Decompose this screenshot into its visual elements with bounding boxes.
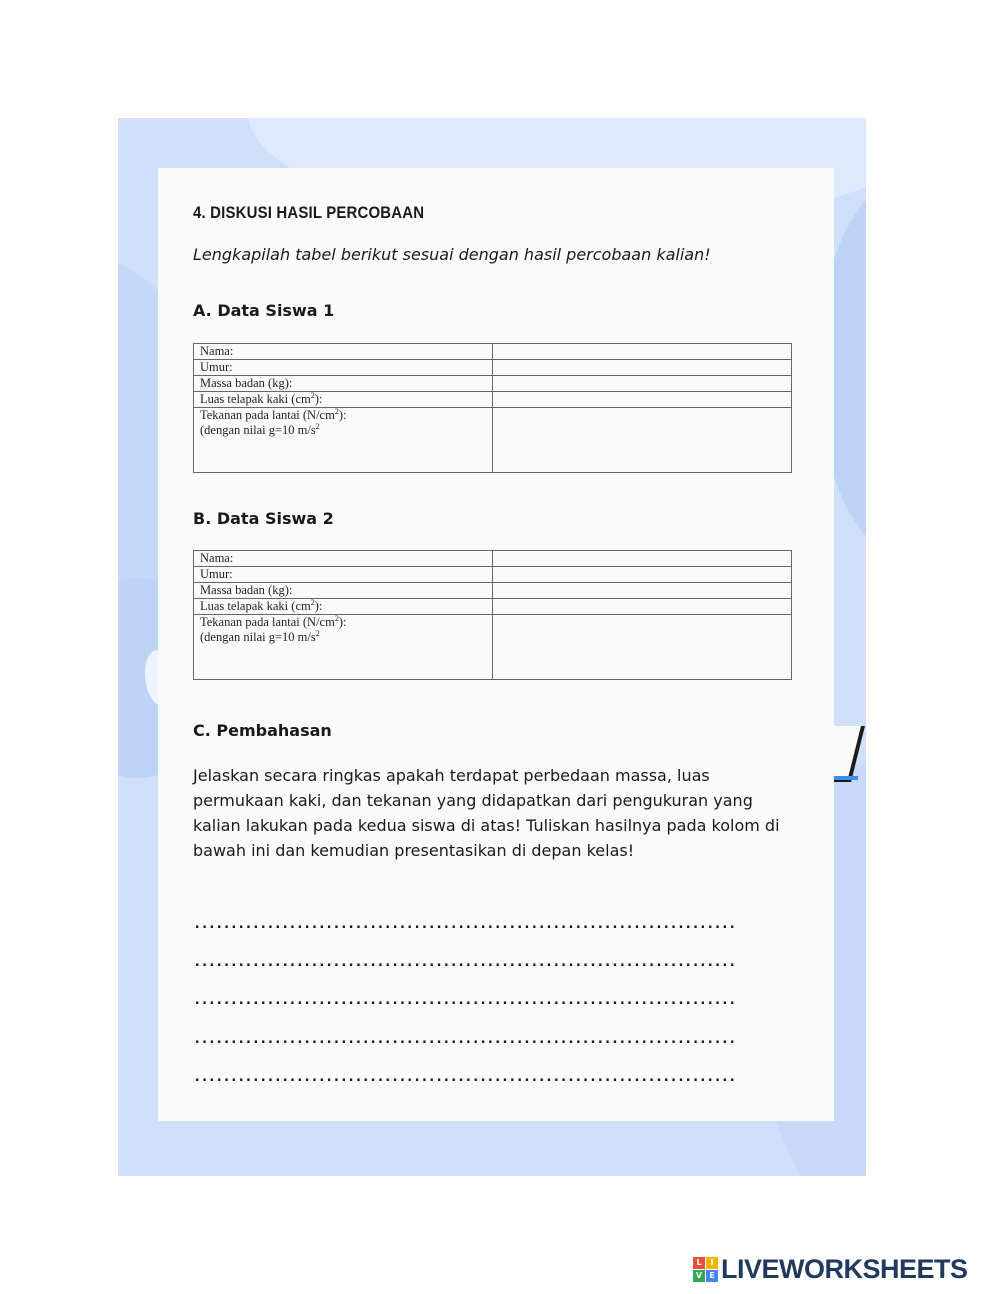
label-tekanan: Tekanan pada lantai $(N/cm^2)$: (dengan nilai g=10 $m/s^2$ <box>194 408 493 473</box>
student1-massa-input[interactable] <box>493 376 792 392</box>
logo-text: LIVEWORKSHEETS <box>721 1253 968 1284</box>
student2-nama-input[interactable] <box>493 551 792 567</box>
answer-line-3[interactable]: .......................................................................... <box>193 992 736 1008</box>
logo-icon <box>693 1257 718 1282</box>
decorative-book-edge <box>832 776 858 780</box>
student1-umur-input[interactable] <box>493 360 792 376</box>
table-row <box>194 615 792 680</box>
student1-table <box>193 343 792 473</box>
answer-line-2[interactable]: .......................................................................... <box>193 954 736 970</box>
section-a-title: A. Data Siswa 1 <box>193 301 335 320</box>
table-row <box>194 408 792 473</box>
table-row <box>194 376 792 392</box>
label-massa: Massa badan (kg): <box>194 376 493 392</box>
logo-letter-e: E <box>706 1270 718 1282</box>
section-b-title: B. Data Siswa 2 <box>193 509 334 528</box>
table-row <box>194 567 792 583</box>
table-row <box>194 344 792 360</box>
answer-line-4[interactable]: .......................................................................... <box>193 1031 736 1047</box>
student2-umur-input[interactable] <box>493 567 792 583</box>
logo-letter-i: I <box>706 1257 718 1269</box>
student2-luas-input[interactable] <box>493 599 792 615</box>
instruction-text: Lengkapilah tabel berikut sesuai dengan hasil percobaan kalian! <box>193 245 711 264</box>
label-tekanan: Tekanan pada lantai $(N/cm^2)$: (dengan nilai g=10 $m/s^2$ <box>194 615 493 680</box>
label-massa: Massa badan (kg): <box>194 583 493 599</box>
logo-letter-v: V <box>693 1270 705 1282</box>
student1-tekanan-input[interactable] <box>493 408 792 473</box>
table-row <box>194 360 792 376</box>
student2-tekanan-input[interactable] <box>493 615 792 680</box>
table-row <box>194 599 792 615</box>
label-luas: Luas telapak kaki $(cm^2)$: <box>194 599 493 615</box>
section-c-title: C. Pembahasan <box>193 721 332 740</box>
pembahasan-instructions: Jelaskan secara ringkas apakah terdapat perbedaan massa, luas permukaan kaki, dan tekanan yang didapatkan dari pengukuran yang kalian lakukan pada kedua siswa di atas! Tuliskan hasilnya pada kolom di bawah ini dan kemudian presentasikan di depan kelas! <box>193 766 780 860</box>
label-nama: Nama: <box>194 551 493 567</box>
answer-line-1[interactable]: .......................................................................... <box>193 916 736 932</box>
section-heading: 4. DISKUSI HASIL PERCOBAAN <box>193 203 425 222</box>
student1-nama-input[interactable] <box>493 344 792 360</box>
answer-line-5[interactable]: .......................................................................... <box>193 1069 736 1085</box>
label-umur: Umur: <box>194 360 493 376</box>
student1-luas-input[interactable] <box>493 392 792 408</box>
student2-massa-input[interactable] <box>493 583 792 599</box>
liveworksheets-logo <box>693 1255 968 1283</box>
table-row <box>194 551 792 567</box>
student2-table <box>193 550 792 680</box>
label-umur: Umur: <box>194 567 493 583</box>
label-luas: Luas telapak kaki $(cm^2)$: <box>194 392 493 408</box>
table-row <box>194 392 792 408</box>
label-nama: Nama: <box>194 344 493 360</box>
table-row <box>194 583 792 599</box>
logo-letter-l: L <box>693 1257 705 1269</box>
